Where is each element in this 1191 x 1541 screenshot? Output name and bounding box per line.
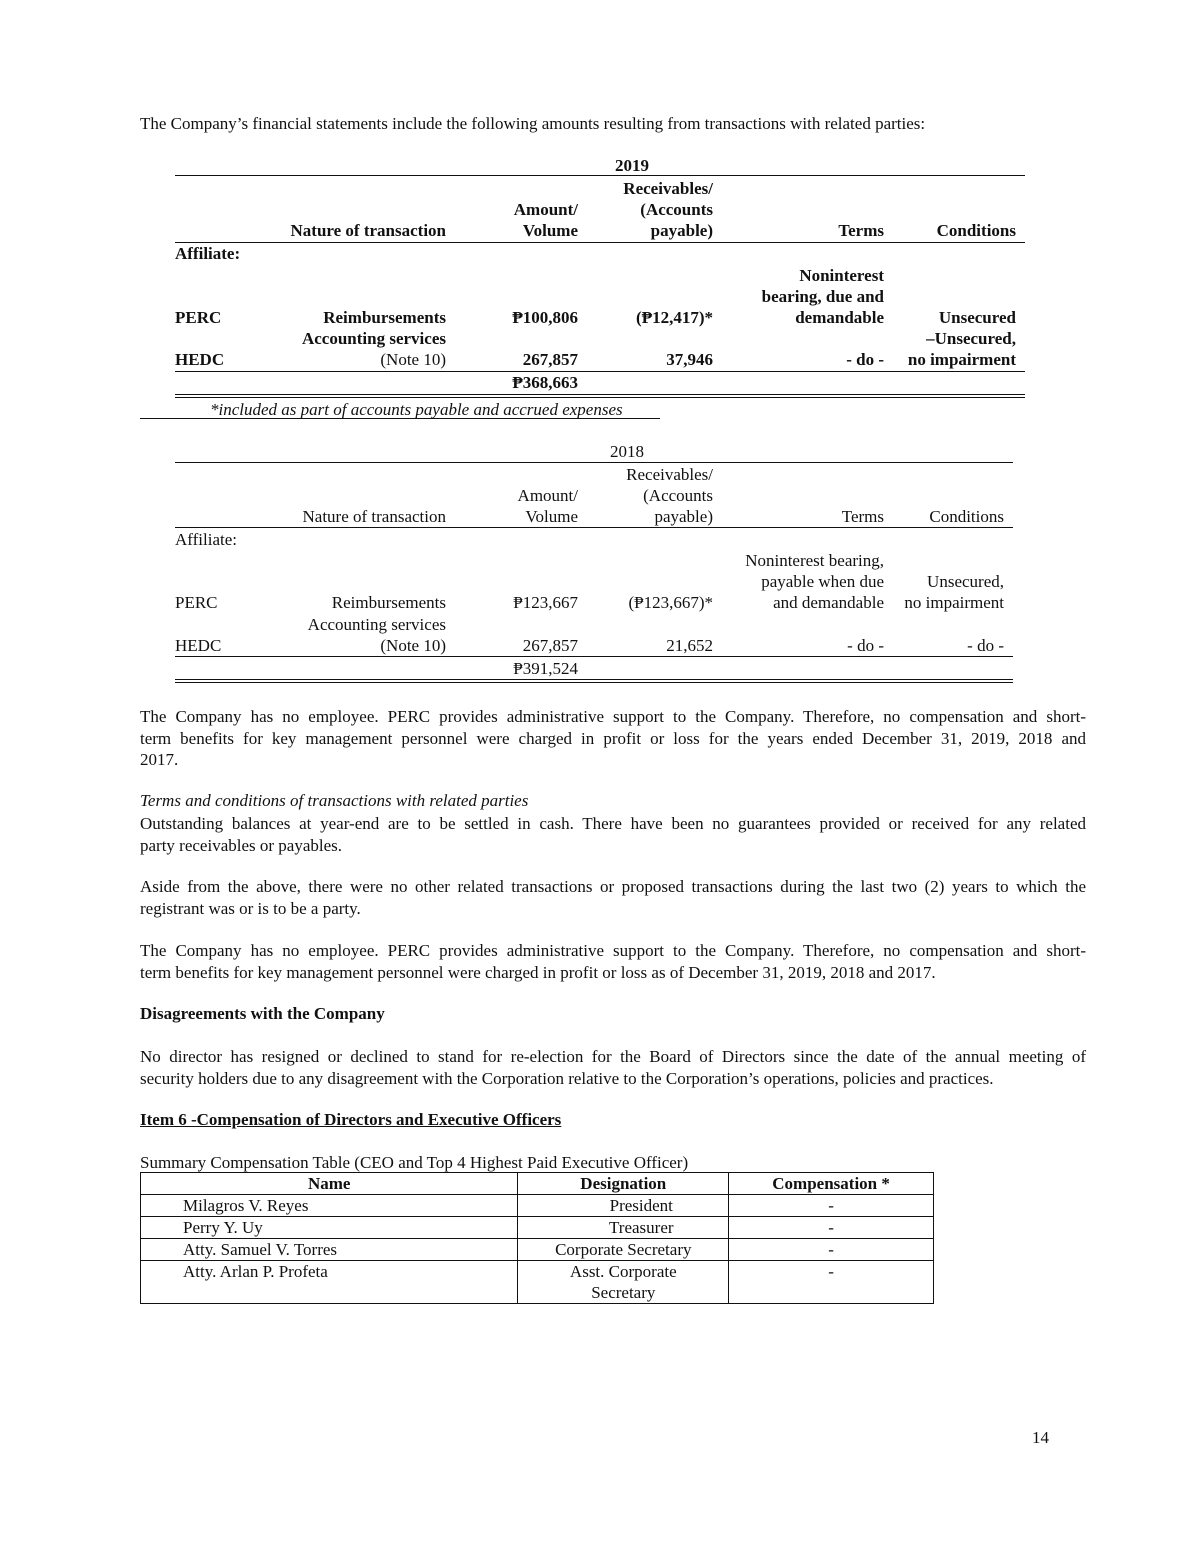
affiliate-label: Affiliate: [175,244,241,263]
page-number: 14 [1032,1428,1049,1447]
perc-terms: and demandable [773,593,884,612]
row-designation: President [518,1195,729,1217]
affiliate-label: Affiliate: [175,530,237,549]
row-name: Milagros V. Reyes [141,1195,518,1217]
item6-heading: Item 6 -Compensation of Directors and Executive Officers [140,1110,562,1129]
perc-terms: Noninterest bearing, [745,551,884,570]
header-receivables: Receivables/ [623,179,713,198]
header-designation: Designation [518,1173,729,1195]
perc-name: PERC [175,593,218,612]
hedc-note: (Note 10) [380,350,446,369]
hedc-name: HEDC [175,350,225,369]
divider [175,656,1013,657]
row-compensation: - [729,1195,934,1217]
hedc-receivable: 21,652 [666,636,713,655]
header-payable: payable) [654,507,713,526]
divider [175,462,1013,463]
total-amount: ₱368,663 [512,373,578,392]
perc-amount: ₱123,667 [513,593,578,612]
table-year: 2019 [615,156,649,175]
header-conditions: Conditions [936,221,1016,240]
hedc-conditions: - do - [967,636,1004,655]
text-line: registrant was or is to be a party. [140,898,361,918]
text-line: The Company has no employee. PERC provides administrative support to the Company. Therefore, no compensation and short- [140,941,1086,960]
compensation-table [140,1172,934,1304]
perc-terms: bearing, due and [761,287,884,306]
hedc-amount: 267,857 [522,636,578,655]
intro-text: The Company’s financial statements include the following amounts resulting from transactions with related parties: [140,114,926,133]
paragraph-no-employee-repeat [140,940,1086,983]
designation-line: Asst. Corporate [569,1262,677,1281]
double-rule [175,394,1025,398]
row-name: Atty. Arlan P. Profeta [141,1261,518,1304]
header-accounts: (Accounts [643,486,713,505]
text-line: No director has resigned or declined to stand for re-election for the Board of Directors since the date of the annual meeting of [140,1047,1086,1066]
paragraph-outstanding-balances [140,813,1086,856]
perc-nature: Reimbursements [323,308,446,327]
header-name: Name [141,1173,518,1195]
row-compensation: - [729,1239,934,1261]
double-rule [175,679,1013,683]
text-line: term benefits for key management personnel were charged in profit or loss for the years ended December 31, 2019, 2018 and [140,728,1086,748]
perc-conditions: no impairment [904,593,1004,612]
header-nature: Nature of transaction [302,507,446,526]
paragraph-no-employee [140,706,1086,771]
terms-heading: Terms and conditions of transactions with related parties [140,791,529,810]
row-compensation: - [729,1261,934,1304]
text-line: The Company has no employee. PERC provides administrative support to the Company. Therefore, no compensation and short- [140,707,1086,726]
row-compensation: - [729,1217,934,1239]
header-amount: Amount/ [517,486,578,505]
total-amount: ₱391,524 [513,659,578,678]
text-line: Outstanding balances at year-end are to be settled in cash. There have been no guarantees provided or received for any related [140,814,1086,833]
header-amount: Amount/ [513,200,578,219]
table-year: 2018 [610,442,644,461]
table-row [141,1261,934,1304]
hedc-receivable: 37,946 [666,350,713,369]
paragraph-no-other-transactions [140,876,1086,919]
text-line: 2017. [140,750,179,769]
divider [175,242,1025,243]
header-volume: Volume [525,507,578,526]
text-line: party receivables or payables. [140,835,343,855]
designation-line: Secretary [591,1283,656,1302]
paragraph-disagreements [140,1046,1086,1089]
header-compensation: Compensation * [729,1173,934,1195]
divider [175,175,1025,176]
disagreements-heading: Disagreements with the Company [140,1004,385,1023]
perc-conditions: Unsecured, [927,572,1004,591]
perc-terms: demandable [795,308,884,327]
row-name: Atty. Samuel V. Torres [141,1239,518,1261]
hedc-name: HEDC [175,636,222,655]
table-row [141,1239,934,1261]
perc-name: PERC [175,308,222,327]
table-row [141,1195,934,1217]
summary-caption: Summary Compensation Table (CEO and Top 4 Highest Paid Executive Officer) [140,1153,689,1172]
hedc-nature: Accounting services [307,615,446,634]
header-terms: Terms [841,507,884,526]
header-terms: Terms [838,221,884,240]
perc-nature: Reimbursements [331,593,446,612]
header-accounts: (Accounts [640,200,713,219]
divider [175,371,1025,372]
hedc-note: (Note 10) [380,636,446,655]
row-designation: Corporate Secretary [518,1239,729,1261]
hedc-terms: - do - [847,636,884,655]
header-nature: Nature of transaction [290,221,446,240]
hedc-conditions: no impairment [907,350,1016,369]
text-line: term benefits for key management personnel were charged in profit or loss as of December 31, 2019, 2018 and 2017. [140,962,936,982]
perc-terms: Noninterest [799,266,884,285]
header-volume: Volume [522,221,578,240]
table-row [141,1217,934,1239]
header-payable: payable) [650,221,713,240]
row-name: Perry Y. Uy [141,1217,518,1239]
row-designation: Treasurer [518,1217,729,1239]
perc-amount: ₱100,806 [512,308,578,327]
header-receivables: Receivables/ [626,465,713,484]
header-conditions: Conditions [929,507,1004,526]
hedc-terms: - do - [846,350,884,369]
perc-conditions: Unsecured [938,308,1016,327]
text-line: Aside from the above, there were no other related transactions or proposed transactions during the last two (2) years to which the [140,877,1086,896]
perc-receivable: (₱123,667)* [628,593,713,612]
footnote: *included as part of accounts payable and accrued expenses [210,400,623,419]
divider [175,527,1013,528]
text-line: security holders due to any disagreement with the Corporation relative to the Corporation’s operations, policies and practices. [140,1068,994,1088]
table-header-row [141,1173,934,1195]
hedc-conditions: –Unsecured, [926,329,1016,348]
perc-terms: payable when due [761,572,884,591]
perc-receivable: (₱12,417)* [636,308,713,327]
row-designation [518,1261,729,1304]
hedc-amount: 267,857 [522,350,578,369]
hedc-nature: Accounting services [301,329,446,348]
